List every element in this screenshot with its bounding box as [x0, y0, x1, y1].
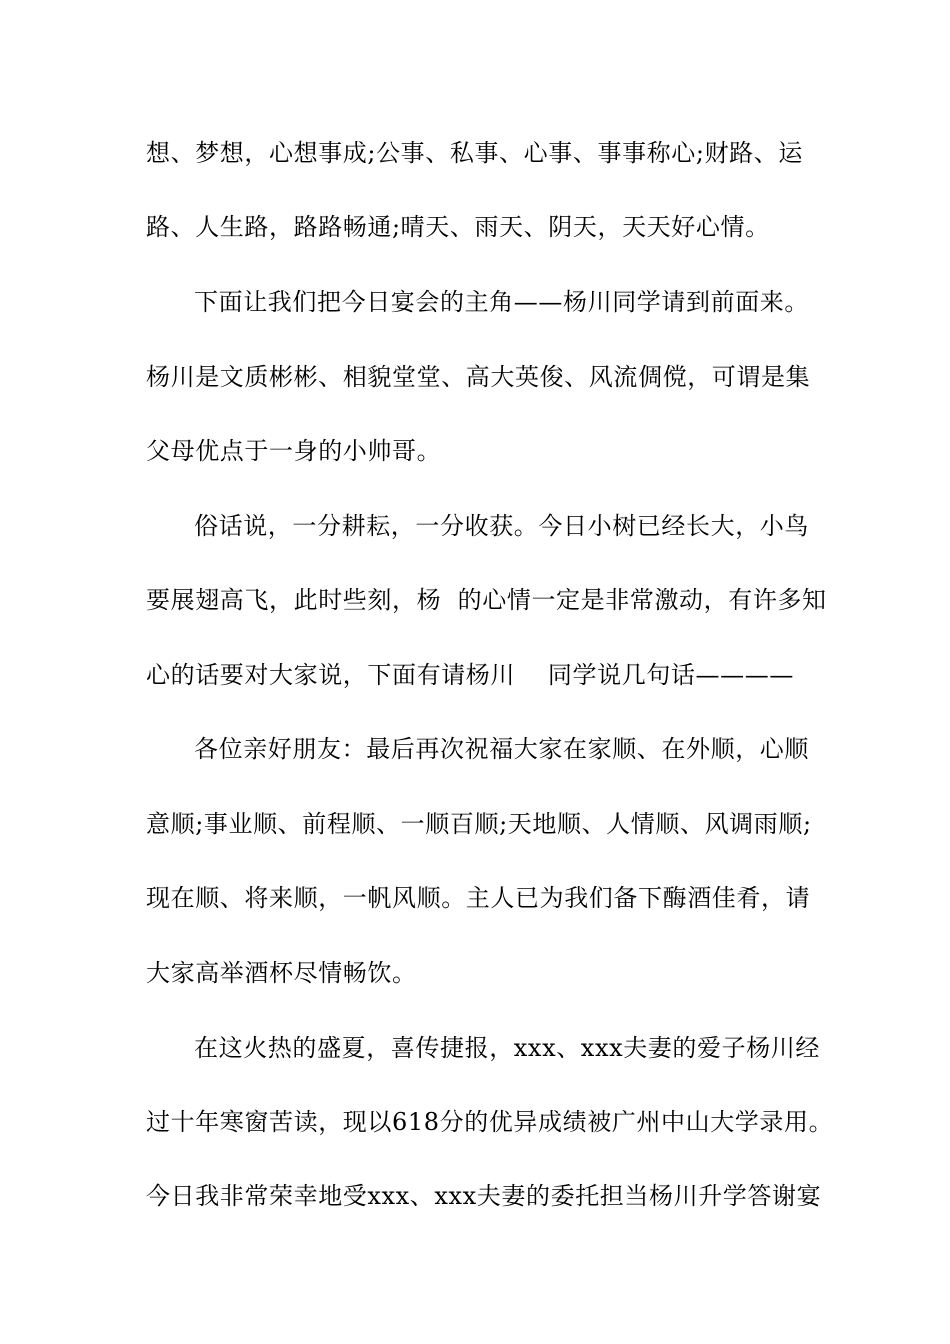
text-line: 过十年寒窗苦读，现以618分的优异成绩被广州中山大学录用。 [146, 1108, 834, 1136]
text-line: 杨川是文质彬彬、相貌堂堂、高大英俊、风流倜傥，可谓是集 [146, 363, 811, 391]
paragraph-first-line: 下面让我们把今日宴会的主角——杨川同学请到前面来。 [194, 288, 809, 316]
text-line: 路、人生路，路路畅通;晴天、雨天、阴天，天天好心情。 [146, 213, 770, 241]
text-line: 现在顺、将来顺，一帆风顺。主人已为我们备下酶酒佳肴，请 [146, 884, 811, 912]
text-line: 要展翅高飞，此时些刻，杨 的心情一定是非常激动，有许多知 [146, 586, 827, 614]
text-line: 大家高举酒杯尽情畅饮。 [146, 959, 417, 987]
paragraph-first-line: 在这火热的盛夏，喜传捷报，xxx、xxx夫妻的爱子杨川经 [194, 1034, 821, 1062]
paragraph-first-line: 俗话说，一分耕耘，一分收获。今日小树已经长大，小鸟 [194, 512, 809, 540]
text-line: 今日我非常荣幸地受xxx、xxx夫妻的委托担当杨川升学答谢宴 [146, 1182, 822, 1210]
text-line: 想、梦想，心想事成;公事、私事、心事、事事称心;财路、运 [146, 139, 803, 167]
paragraph-first-line: 各位亲好朋友：最后再次祝福大家在家顺、在外顺，心顺 [194, 735, 809, 763]
text-line: 心的话要对大家说，下面有请杨川 同学说几句话———— [146, 661, 794, 689]
text-line: 意顺;事业顺、前程顺、一顺百顺;天地顺、人情顺、风调雨顺; [146, 810, 812, 838]
text-line: 父母优点于一身的小帅哥。 [146, 437, 442, 465]
